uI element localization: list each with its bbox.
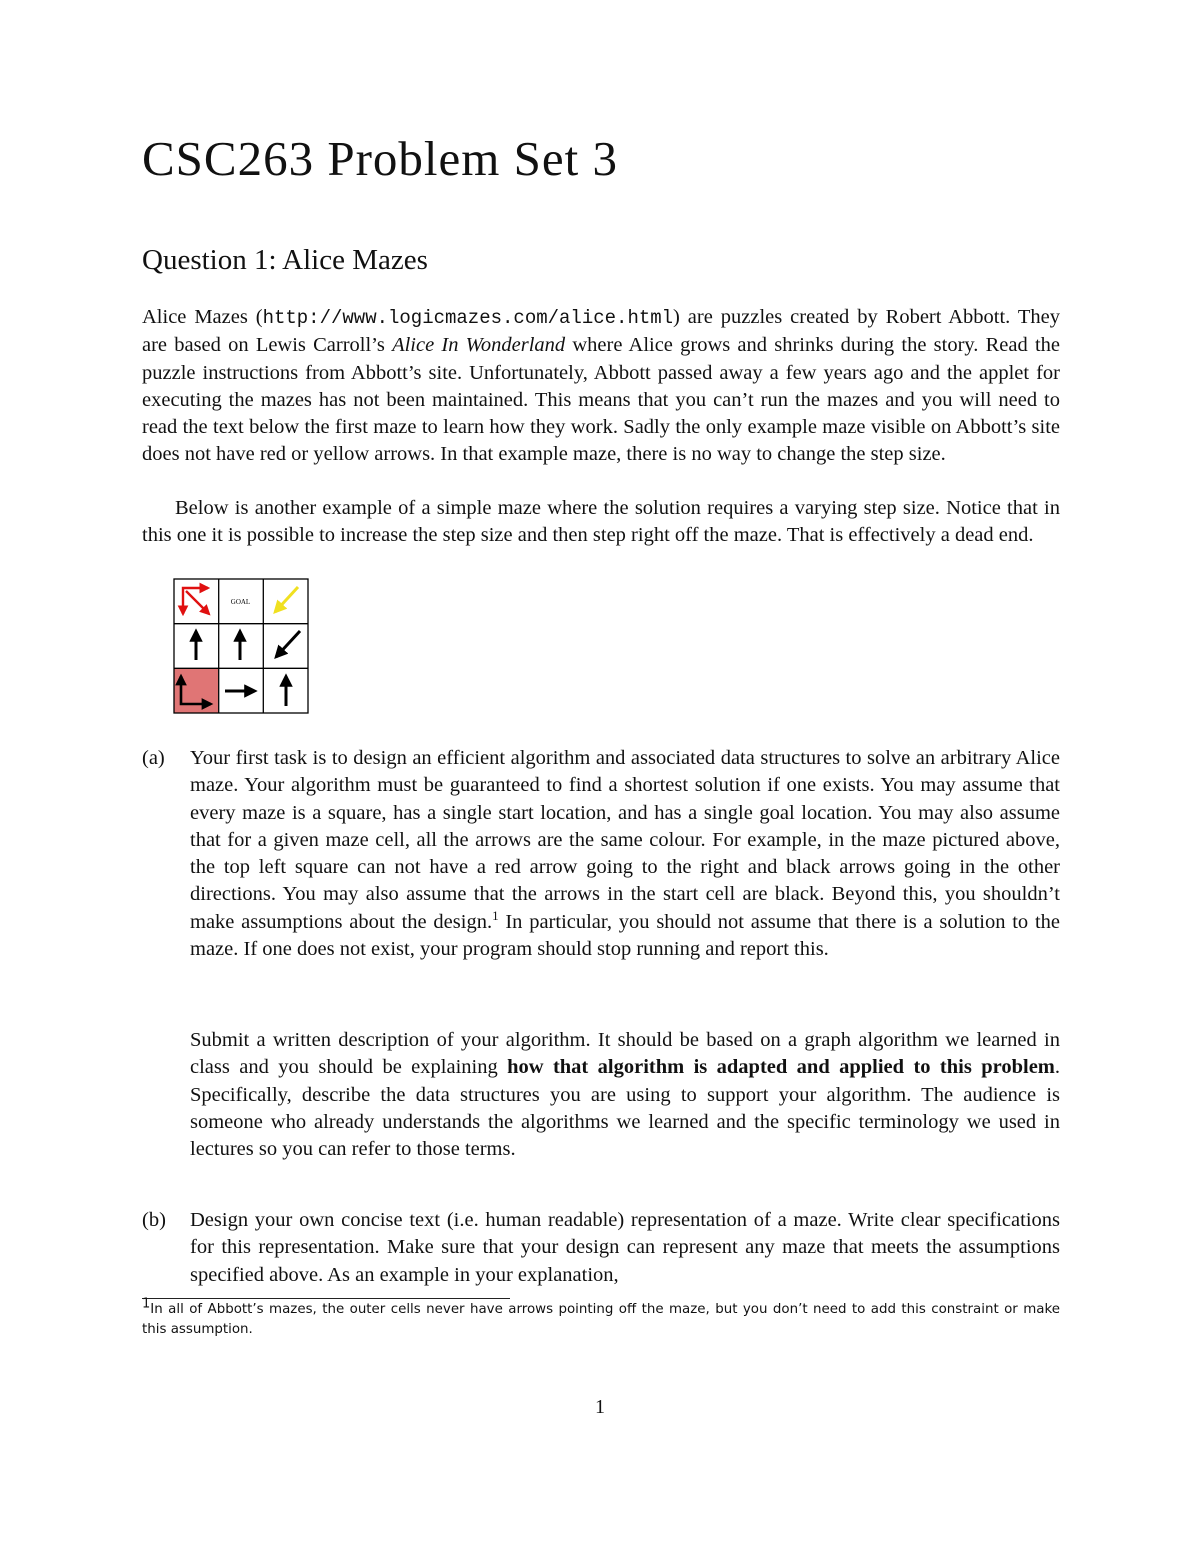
part-b-paragraph: Design your own concise text (i.e. human readable) representation of a maze. Write clear specifications for this representation. Make sure that your design can represent any maze that meets the assumptions specified above. As an example in your explanation,	[190, 1209, 1060, 1286]
footnote: $^1$In all of Abbott’s mazes, the outer cells never have arrows pointing off the maze, but you don’t need to add this constraint or make this assumption.	[142, 1296, 1060, 1337]
maze-goal-label: GOAL	[230, 598, 251, 606]
question-heading: Question 1: Alice Mazes	[142, 244, 428, 276]
part-b-label: (b)	[142, 1209, 166, 1231]
yellow-diagonal-arrow-icon	[275, 587, 298, 612]
page-number: 1	[595, 1396, 605, 1418]
maze-cell-r1c1-red-arrows	[183, 588, 209, 614]
document-title: CSC263 Problem Set 3	[142, 131, 619, 186]
intro-paragraph: Alice Mazes (http://www.logicmazes.com/alice.html) are puzzles created by Robert Abbott. They are based on Lewis Carroll’s Alice In Wonderland where Alice grows and shrinks during the story. Read the puzzle instructions from Abbott’s site. Unfortunately, Abbott passed away a few years ago and the applet for executing the mazes has not been maintained. This means that you can’t run the mazes and you will need to read the text below the first maze to learn how they work. Sadly the only example maze visible on Abbott’s site does not have red or yellow arrows. In that example maze, there is no way to change the step size.	[142, 306, 1061, 466]
emphasis-text: how that algorithm is adapted and applied to this problem	[507, 1056, 1055, 1079]
maze-cell-r2c3-diagonal-arrow-icon	[276, 631, 300, 657]
maze-intro-paragraph: Below is another example of a simple maze where the solution requires a varying step size. Notice that in this one it is possible to increase the step size and then step right off the maze. That is effectively a dead end.	[142, 497, 1060, 547]
footnote-mark: 1	[142, 1296, 151, 1312]
logicmazes-url-link[interactable]: http://www.logicmazes.com/alice.html	[262, 307, 674, 329]
part-a-label: (a)	[142, 747, 165, 769]
book-title: Alice In Wonderland	[392, 334, 566, 357]
footnote-divider	[142, 1298, 510, 1299]
part-a-paragraph-2: Submit a written description of your algorithm. It should be based on a graph algorithm we learned in class and you should be explaining how that algorithm is adapted and applied to this problem. Specifically, describe the data structures you are using to support your algorithm. The audience is someone who already understands the algorithms we learned and the specific terminology we used in lectures so you can refer to those terms.	[190, 1029, 1060, 1161]
example-maze-figure	[173, 578, 309, 714]
footnote-ref: 1	[492, 907, 499, 923]
red-diagonal-arrow-icon	[186, 591, 209, 614]
part-a-paragraph-1: Your first task is to design an efficient algorithm and associated data structures to solve an arbitrary Alice maze. Your algorithm must be guaranteed to find a shortest solution if one exists. You may assume that every maze is a square, has a single start location, and has a single goal location. You may also assume that for a given maze cell, all the arrows are the same colour. For example, in the maze pictured above, the top left square can not have a red arrow going to the right and black arrows going in the other directions. You may also assume that the arrows in the start cell are black. Beyond this, you shouldn’t make assumptions about the design.$^1$ In particular, you should not assume that there is a solution to the maze. If one does not exist, your program should stop running and report this.	[190, 747, 1061, 961]
